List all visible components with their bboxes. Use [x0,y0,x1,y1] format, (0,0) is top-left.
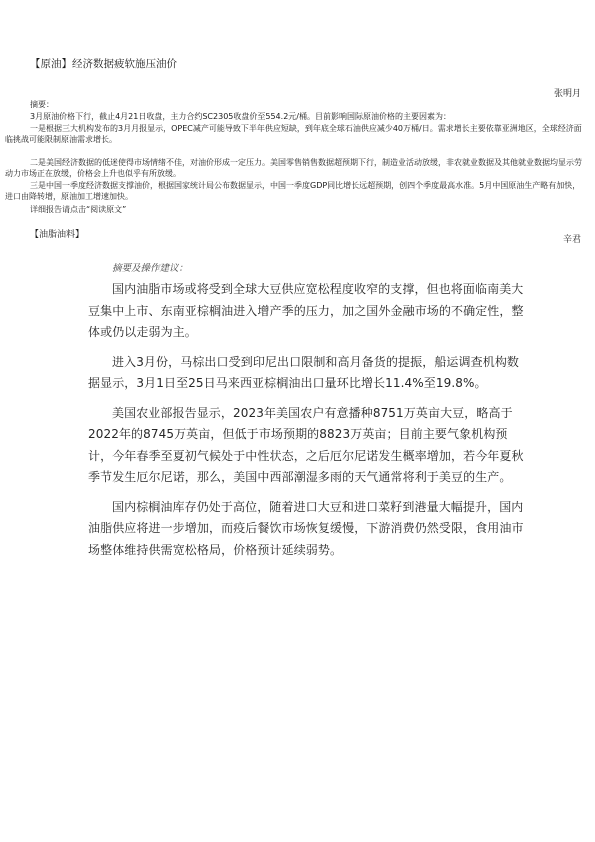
scanned-summary-block [88,260,528,569]
crude-oil-author: 张明月 [553,89,581,99]
oils-paragraph-3: 美国农业部报告显示，2023年美国农户有意播种8751万英亩大豆，略高于2022年的8745万英亩，但低于市场预期的8823万英亩；目前主要气象机构预计，今年春季至夏初气候处于中性状态，之后厄尔尼诺发生概率增加，若今年夏秋季节发生厄尔尼诺，那么，美国中西部潮湿多雨的天气通常将利于美豆的生产。 [88,405,524,484]
read-original-link[interactable]: 详细报告请点击“阅读原文” [30,205,127,214]
scan-heading: 摘要及操作建议： [112,263,189,274]
oils-section-heading: 【油脂油料】 [30,230,85,240]
crude-oil-paragraph-3: 二是美国经济数据的低迷使得市场情绪不佳，对油价形成一定压力。美国零售销售数据超预期下行，制造业活动放缓，非农就业数据及其他就业数据均显示劳动力市场正在放缓，价格会上升也似乎有所放缓。 [5,158,582,179]
crude-oil-paragraph-4: 三是中国一季度经济数据支撑油价，根据国家统计局公布数据显示，中国一季度GDP同比增长远超预期，创四个季度最高水准。5月中国原油生产略有加快，进口由降转增，原油加工增速加快。 [5,181,581,202]
oils-author: 辛君 [562,235,581,245]
oils-paragraph-4: 国内棕榈油库存仍处于高位，随着进口大豆和进口菜籽到港量大幅提升，国内油脂供应将进一步增加，而疫后餐饮市场恢复缓慢，下游消费仍然受限，食用油市场整体维持供需宽松格局，价格预计延续弱势。 [88,499,524,557]
summary-label: 摘要： [30,100,54,109]
oils-paragraph-2: 进入3月份，马棕出口受到印尼出口限制和高月备货的提振，船运调查机构数据显示，3月1日至25日马来西亚棕榈油出口量环比增长11.4%至19.8%。 [88,354,520,390]
crude-oil-paragraph-2: 一是根据三大机构发布的3月月报显示，OPEC减产可能导致下半年供应短缺，到年底全球石油供应减少40万桶/日。需求增长主要依靠亚洲地区，全球经济面临挑战可能限制原油需求增长。 [5,124,582,145]
oils-paragraph-1: 国内油脂市场或将受到全球大豆供应宽松程度收窄的支撑，但也将面临南美大豆集中上市、东南亚棕榈油进入增产季的压力，加之国外金融市场的不确定性，整体或仍以走弱为主。 [88,282,524,339]
crude-oil-paragraph-1: 3月原油价格下行，截止4月21日收盘，主力合约SC2305收盘价至554.2元/桶。目前影响国际原油价格的主要因素为： [30,112,451,121]
crude-oil-section-heading: 【原油】经济数据疲软施压油价 [30,58,177,70]
